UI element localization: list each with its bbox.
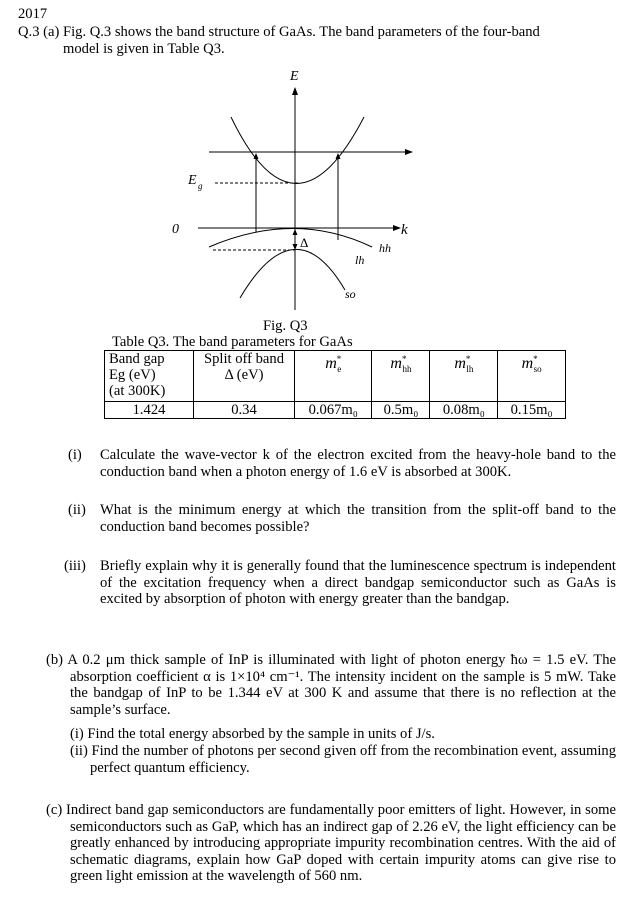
question-intro-line1: Q.3 (a) Fig. Q.3 shows the band structure of GaAs. The band parameters of the four-band <box>18 24 540 40</box>
conduction-band <box>231 117 364 184</box>
heavy-hole-band <box>209 229 372 248</box>
question-c: (c) Indirect band gap semiconductors are fundamentally poor emitters of light. However, in some semiconductors such as GaP, which has an indirect gap of 2.26 eV, the light efficiency can be greatly enhanced by introducing appropriate impurity recombination centres. With the aid of schematic diagrams, explain how GaP doped with certain impurity atoms can give rise to green light emission at the wavelength of 560 nm. <box>46 802 616 884</box>
zero-label: 0 <box>172 222 179 237</box>
lh-label: lh <box>355 253 365 267</box>
band-structure-figure <box>0 0 641 340</box>
question-b: (b) A 0.2 μm thick sample of InP is illuminated with light of photon energy ħω = 1.5 eV. The absorption coefficient α is 1×10⁴ cm⁻¹. The intensity incident on the sample is 5 mW. Take the bandgap of InP to be 1.344 eV at 300 K and assume that there is no reflection at the sample’s surface. <box>46 652 616 718</box>
band-parameters-table <box>104 350 566 419</box>
question-b-i: (i) Find the total energy absorbed by the sample in units of J/s. <box>70 726 435 742</box>
e-axis-label: E <box>290 69 299 84</box>
question-b-ii: (ii) Find the number of photons per second given off from the recombination event, assuming perfect quantum efficiency. <box>70 743 616 776</box>
svg-text:g: g <box>198 181 203 191</box>
exam-page: 2017 Q.3 (a) Fig. Q.3 shows the band structure of GaAs. The band parameters of the four-band model is given in Table Q3. E k E g 0 Δ lh hh so Fig. Q3 Table Q3. The band parameters for GaAs Band gap Eg (eV) (at 300K) Split off band Δ (eV) $m^*_e$ $m^*_{hh}$ $m^*_{lh}$ $m^*_{so}$ 1.424 0.34 0.067m₀ 0.5m₀ 0.08m₀ 0.15m₀ (i) Calculate the wave-vector k of the electron excited from the heavy-hole band to the conduction band when a photon energy of 1.6 eV is absorbed at 300K. (ii) What is the minimum energy at which the transition from the split-off band to the conduction band becomes possible? (iii) Briefly explain why it is generally found that the luminescence spectrum is independent of the excitation frequency when a direct bandgap semiconductor such as GaAs is excited by absorption of photon with energy greater than the bandgap. (b) A 0.2 μm thick sample of InP is illuminated with light of photon energy ħω = 1.5 eV. The absorption coefficient α is 1×10⁴ cm⁻¹. The intensity incident on the sample is 5 mW. Take the bandgap of InP to be 1.344 eV at 300 K and assume that there is no reflection at the sample’s surface. (i) Find the total energy absorbed by the sample in units of J/s. (ii) Find the number of photons per second given off from the recombination event, assuming perfect quantum efficiency. (c) Indirect band gap semiconductors are fundamentally poor emitters of light. However, in some semiconductors such as GaP, which has an indirect gap of 2.26 eV, the light efficiency can be greatly enhanced by introducing appropriate impurity recombination centres. With the aid of schematic diagrams, explain how GaP doped with certain impurity atoms can give rise to green light emission at the wavelength of 560 nm. <box>0 0 641 898</box>
delta-label: Δ <box>300 235 309 250</box>
table-row: 1.424 0.34 0.067m₀ 0.5m₀ 0.08m₀ 0.15m₀ <box>105 402 566 419</box>
question-intro-line2: model is given in Table Q3. <box>63 41 225 57</box>
split-off-band <box>240 249 345 298</box>
figure-caption: Fig. Q3 <box>263 318 308 334</box>
table-header-row: Band gap Eg (eV) (at 300K) Split off band Δ (eV) $m^*_e$ $m^*_{hh}$ $m^*_{lh}$ $m^*_{so}$ <box>105 351 566 402</box>
table-title: Table Q3. The band parameters for GaAs <box>112 334 353 350</box>
year: 2017 <box>18 6 48 22</box>
so-label: so <box>345 287 356 301</box>
k-axis-label: k <box>401 222 408 238</box>
eg-label: E <box>188 173 197 188</box>
hh-label: hh <box>379 241 391 255</box>
